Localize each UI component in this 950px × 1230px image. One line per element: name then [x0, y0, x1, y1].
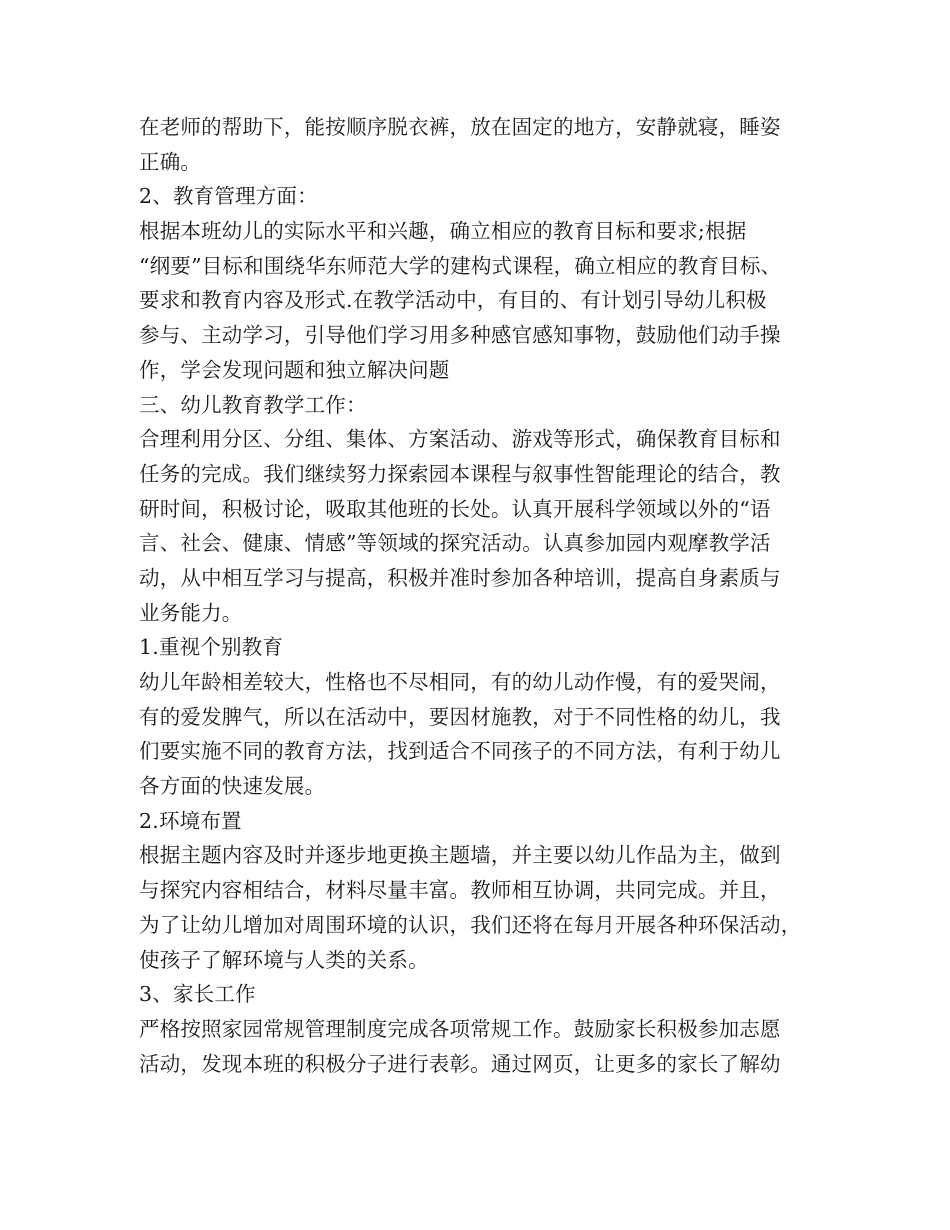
text-line: 根据主题内容及时并逐步地更换主题墙，并主要以幼儿作品为主，做到 — [139, 843, 781, 868]
document-body — [139, 110, 829, 1081]
section-heading: 1.重视个别教育 — [139, 635, 284, 660]
text-line: 在老师的帮助下，能按顺序脱衣裤，放在固定的地方，安静就寝，睡姿 — [139, 115, 781, 139]
section-heading: 三、幼儿教育教学工作： — [139, 392, 367, 417]
text-line: 要求和教育内容及形式.在教学活动中，有目的、有计划引导幼儿积极 — [139, 288, 767, 313]
text-line: 参与、主动学习，引导他们学习用多种感官感知事物，鼓励他们动手操 — [139, 323, 781, 348]
text-line: 与探究内容相结合，材料尽量丰富。教师相互协调，共同完成。并且， — [139, 878, 781, 903]
section-heading: 2、教育管理方面： — [139, 184, 318, 209]
text-line: “纲要”目标和围绕华东师范大学的建构式课程，确立相应的教育目标、 — [139, 253, 782, 278]
section-heading: 2.环境布置 — [139, 808, 242, 833]
section-heading: 3、家长工作 — [139, 982, 256, 1007]
text-line: 们要实施不同的教育方法，找到适合不同孩子的不同方法，有利于幼儿 — [139, 739, 781, 764]
text-line: 任务的完成。我们继续努力探索园本课程与叙事性智能理论的结合，教 — [139, 461, 781, 486]
text-line: 严格按照家园常规管理制度完成各项常规工作。鼓励家长积极参加志愿 — [139, 1016, 781, 1041]
text-line: 幼儿年龄相差较大，性格也不尽相同，有的幼儿动作慢，有的爱哭闹， — [139, 670, 781, 694]
text-line: 业务能力。 — [139, 600, 243, 625]
text-line: 各方面的快速发展。 — [139, 774, 326, 799]
text-line: 为了让幼儿增加对周围环境的认识，我们还将在每月开展各种环保活动， — [139, 912, 802, 937]
text-line: 作，学会发现问题和独立解决问题 — [139, 357, 450, 382]
text-line: 言、社会、健康、情感”等领域的探究活动。认真参加园内观摩教学活 — [139, 531, 771, 556]
text-line: 研时间，积极讨论，吸取其他班的长处。认真开展科学领域以外的“语 — [139, 496, 771, 521]
text-line: 使孩子了解环境与人类的关系。 — [139, 947, 429, 972]
text-line: 动，从中相互学习与提高，积极并准时参加各种培训，提高自身素质与 — [139, 565, 781, 590]
text-line: 正确。 — [139, 149, 202, 174]
text-line: 根据本班幼儿的实际水平和兴趣，确立相应的教育目标和要求;根据 — [139, 219, 747, 244]
text-line: 活动，发现本班的积极分子进行表彰。通过网页，让更多的家长了解幼 — [139, 1051, 781, 1076]
text-line: 合理利用分区、分组、集体、方案活动、游戏等形式，确保教育目标和 — [139, 427, 781, 452]
text-line: 有的爱发脾气，所以在活动中，要因材施教，对于不同性格的幼儿，我 — [139, 704, 781, 729]
